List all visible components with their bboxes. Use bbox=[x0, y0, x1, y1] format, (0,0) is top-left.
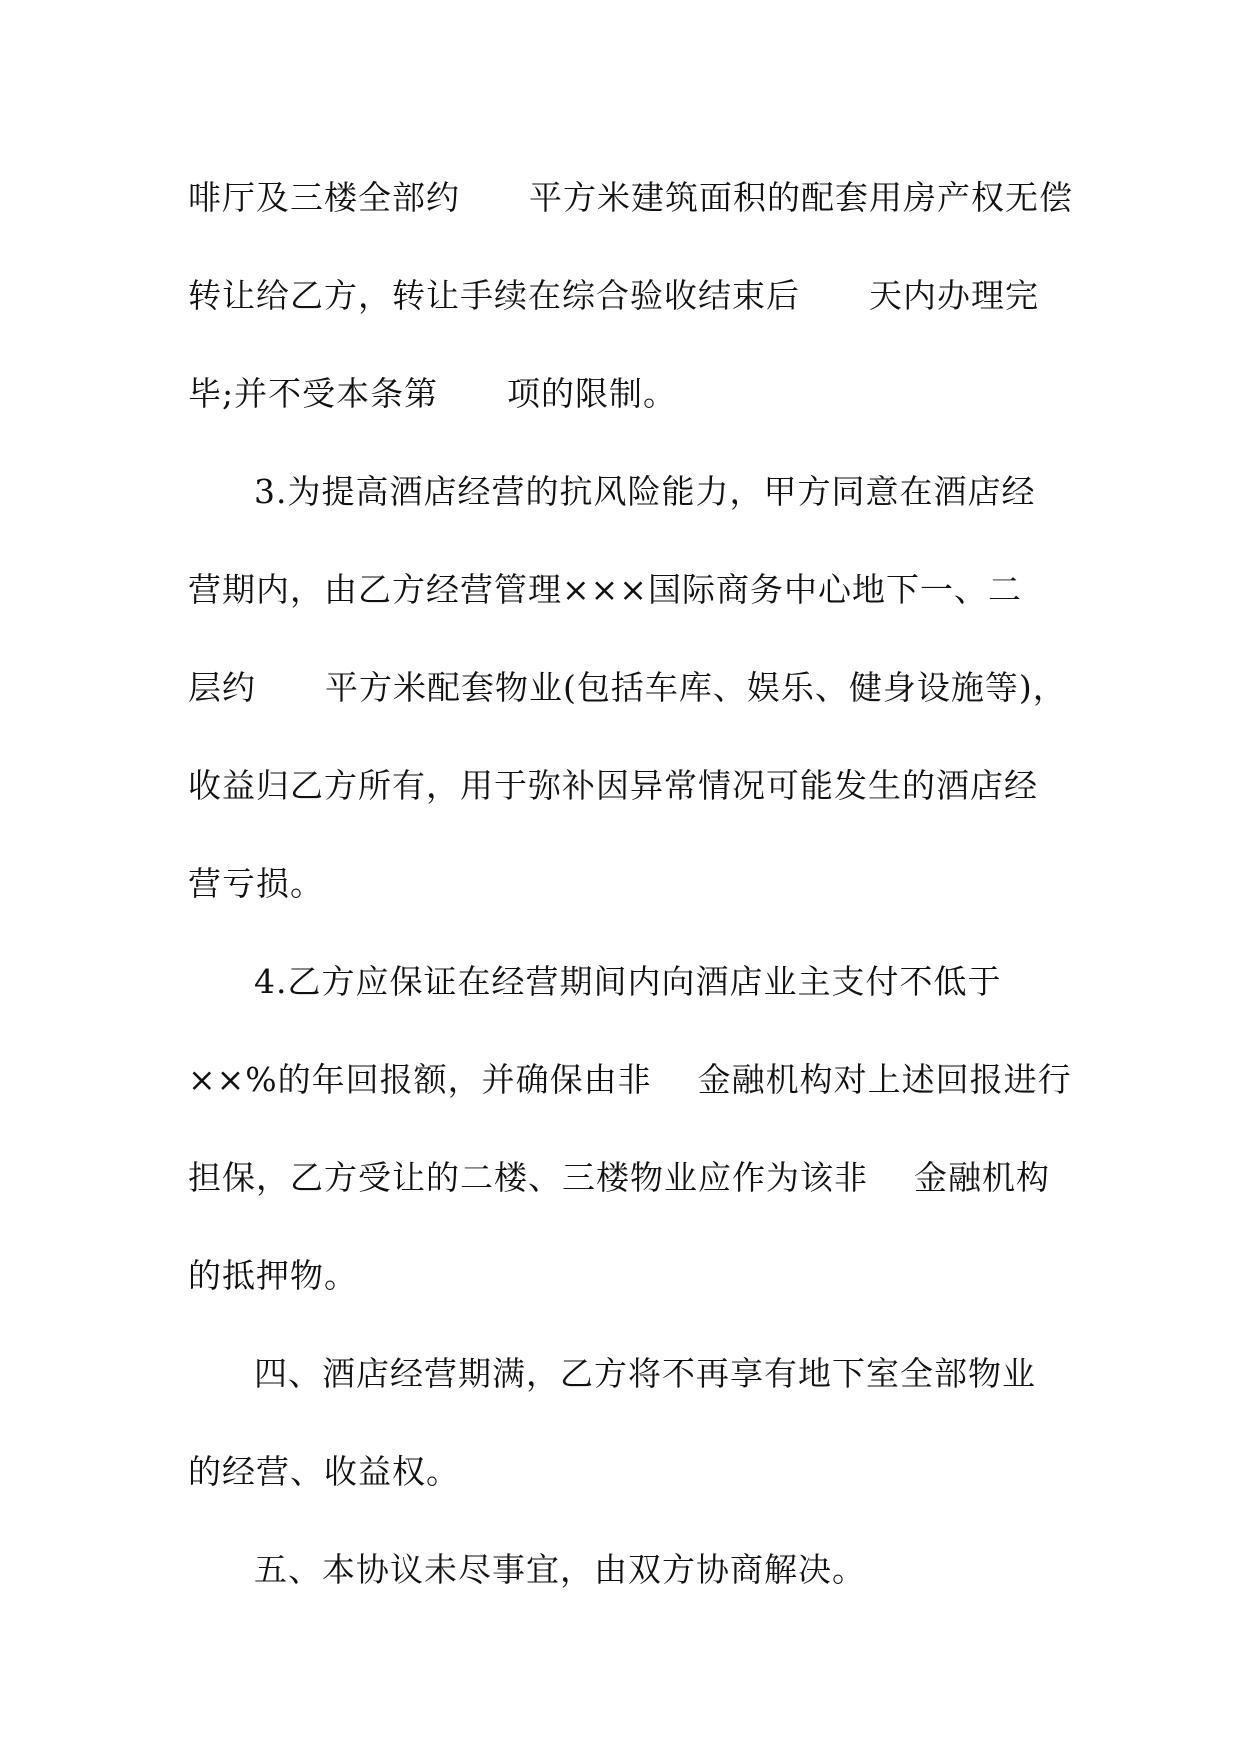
text-line: 担保，乙方受让的二楼、三楼物业应作为该非 金融机构 bbox=[188, 1158, 1050, 1197]
paragraph-start-line: 四、酒店经营期满，乙方将不再享有地下室全部物业 bbox=[254, 1354, 1036, 1393]
text-line: 啡厅及三楼全部约 平方米建筑面积的配套用房产权无偿 bbox=[188, 178, 1073, 217]
text-line: 营亏损。 bbox=[188, 864, 324, 903]
text-line: 层约 平方米配套物业(包括车库、娱乐、健身设施等)， bbox=[188, 668, 1067, 707]
text-line: 毕;并不受本条第 项的限制。 bbox=[188, 374, 678, 413]
paragraph-start-line: 4.乙方应保证在经营期间内向酒店业主支付不低于 bbox=[254, 962, 1002, 1001]
paragraph-start-line: 五、本协议未尽事宜，由双方协商解决。 bbox=[254, 1550, 866, 1589]
text-line: ××%的年回报额，并确保由非 金融机构对上述回报进行 bbox=[188, 1060, 1072, 1099]
text-line: 转让给乙方，转让手续在综合验收结束后 天内办理完 bbox=[188, 276, 1039, 315]
text-line: 营期内，由乙方经营管理×××国际商务中心地下一、二 bbox=[188, 570, 1022, 609]
paragraph-start-line: 3.为提高酒店经营的抗风险能力，甲方同意在酒店经 bbox=[254, 472, 1036, 511]
text-line: 收益归乙方所有，用于弥补因异常情况可能发生的酒店经 bbox=[188, 766, 1038, 805]
text-line: 的经营、收益权。 bbox=[188, 1452, 460, 1491]
text-line: 的抵押物。 bbox=[188, 1256, 358, 1295]
